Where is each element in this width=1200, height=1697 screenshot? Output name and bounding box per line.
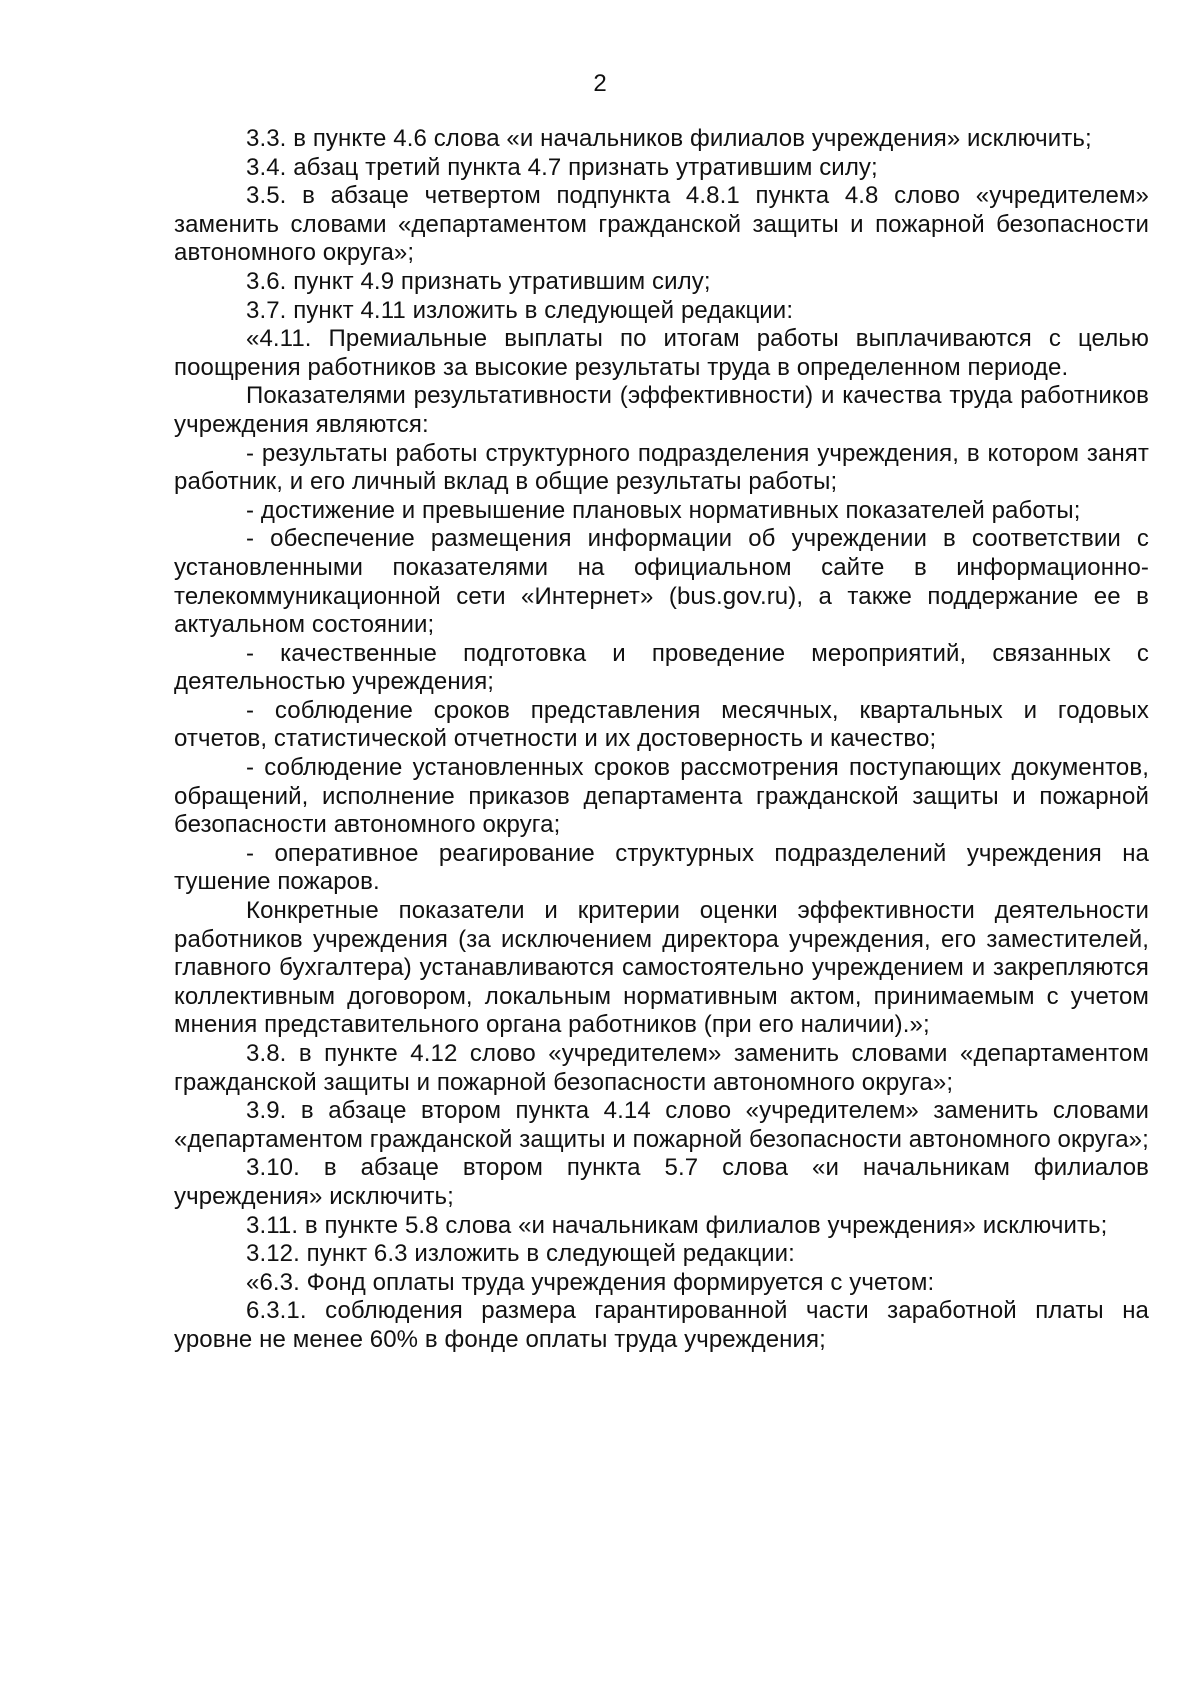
paragraph-3-5: 3.5. в абзаце четвертом подпункта 4.8.1 пункта 4.8 слово «учредителем» заменить словами «департаментом гражданской защиты и пожарной безопасности автономного округа»; [174, 182, 1149, 267]
list-item-indicator-5: - соблюдение сроков представления месячных, квартальных и годовых отчетов, статистической отчетности и их достоверность и качество; [174, 696, 1149, 753]
list-item-indicator-6: - соблюдение установленных сроков рассмотрения поступающих документов, обращений, исполнение приказов департамента гражданской защиты и пожарной безопасности автономного округа; [174, 754, 1149, 839]
paragraph-criteria: Конкретные показатели и критерии оценки эффективности деятельности работников учреждения (за исключением директора учреждения, его заместителей, главного бухгалтера) устанавливаются самостоятельно учреждением и закрепляются коллективным договором, локальным нормативным актом, принимаемым с учетом мнения представительного органа работников (при его наличии).»; [174, 897, 1149, 1039]
paragraph-3-6: 3.6. пункт 4.9 признать утратившим силу; [246, 267, 711, 295]
list-item-indicator-3: - обеспечение размещения информации об учреждении в соответствии с установленными показателями на официальном сайте в информационно-телекоммуникационной сети «Интернет» (bus.gov.ru), а также поддержание ее в актуальном состоянии; [174, 525, 1149, 639]
paragraph-3-8: 3.8. в пункте 4.12 слово «учредителем» заменить словами «департаментом гражданской защиты и пожарной безопасности автономного округа»; [174, 1040, 1149, 1096]
paragraph-3-11: 3.11. в пункте 5.8 слова «и начальникам филиалов учреждения» исключить; [246, 1211, 1108, 1239]
paragraph-3-12: 3.12. пункт 6.3 изложить в следующей редакции: [246, 1240, 795, 1268]
page-number: 2 [593, 70, 607, 97]
paragraph-indicators-intro: Показателями результативности (эффективности) и качества труда работников учреждения являются: [174, 382, 1149, 438]
list-item-indicator-4: - качественные подготовка и проведение мероприятий, связанных с деятельностью учреждения; [174, 639, 1149, 696]
list-item-indicator-7: - оперативное реагирование структурных подразделений учреждения на тушение пожаров. [174, 839, 1149, 896]
paragraph-3-10: 3.10. в абзаце втором пункта 5.7 слова «и начальникам филиалов учреждения» исключить; [174, 1154, 1149, 1210]
paragraph-6-3-1: 6.3.1. соблюдения размера гарантированной части заработной платы на уровне не менее 60% в фонде оплаты труда учреждения; [174, 1297, 1149, 1353]
paragraph-3-7: 3.7. пункт 4.11 изложить в следующей редакции: [246, 296, 794, 324]
list-item-indicator-2: - достижение и превышение плановых нормативных показателей работы; [246, 496, 1081, 524]
paragraph-3-4: 3.4. абзац третий пункта 4.7 признать утратившим силу; [246, 153, 878, 181]
list-item-indicator-1: - результаты работы структурного подразделения учреждения, в котором занят работник, и его личный вклад в общие результаты работы; [174, 439, 1149, 496]
paragraph-3-3: 3.3. в пункте 4.6 слова «и начальников филиалов учреждения» исключить; [246, 125, 1092, 152]
paragraph-3-9: 3.9. в абзаце втором пункта 4.14 слово «учредителем» заменить словами «департаментом гражданской защиты и пожарной безопасности автономного округа»; [174, 1097, 1149, 1153]
paragraph-4-11: «4.11. Премиальные выплаты по итогам работы выплачиваются с целью поощрения работников за высокие результаты труда в определенном периоде. [174, 325, 1149, 381]
paragraph-6-3: «6.3. Фонд оплаты труда учреждения формируется с учетом: [246, 1268, 935, 1296]
document-body [174, 125, 1149, 1355]
